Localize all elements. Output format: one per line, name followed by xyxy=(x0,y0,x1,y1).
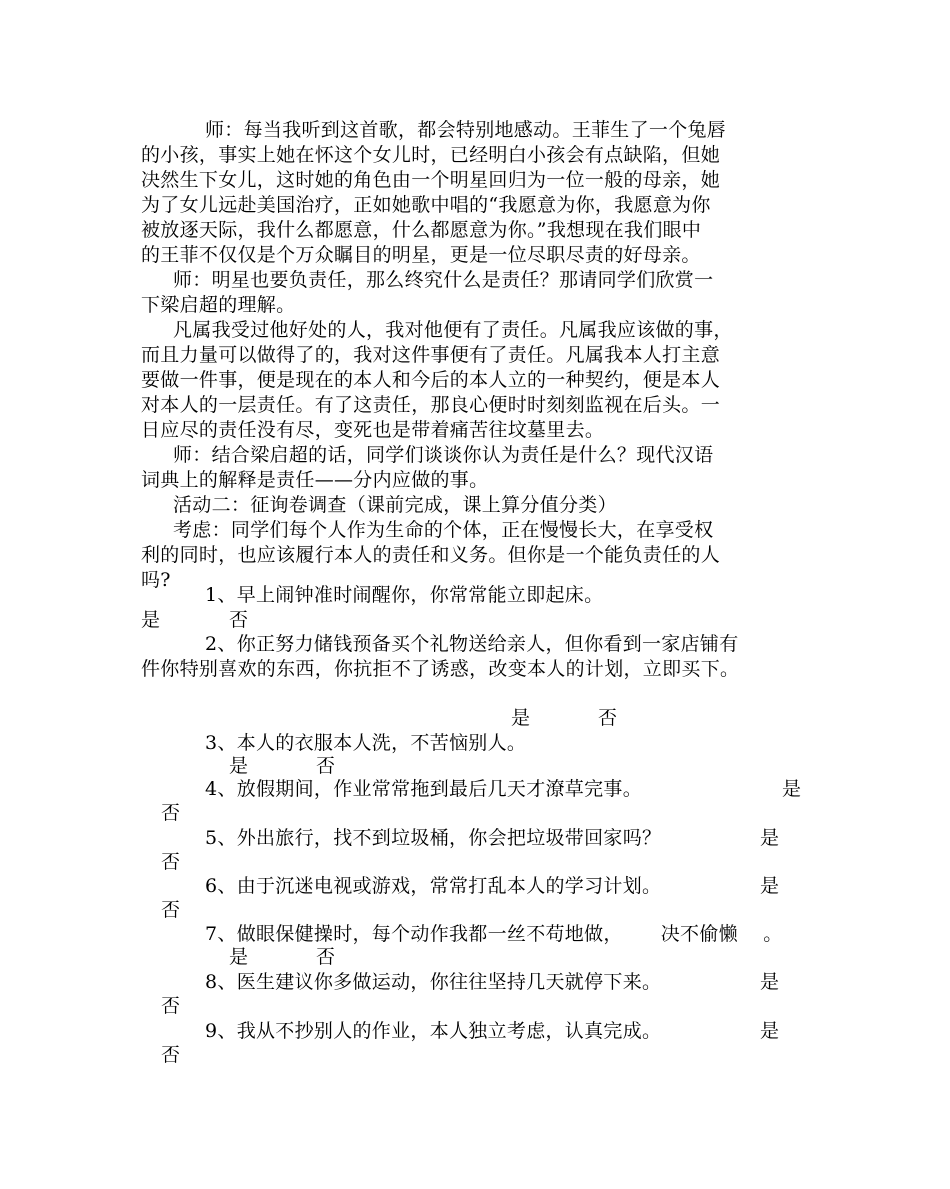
paragraph-line: 师：明星也要负责任，那么终究什么是责任？那请同学们欣赏一 xyxy=(173,269,714,291)
paragraph-line: 决然生下女儿，这时她的角色由一个明星回归为一位一般的母亲，她 xyxy=(141,169,721,191)
question-3: 3、本人的衣服本人洗，不苦恼别人。 xyxy=(205,732,527,754)
paragraph-line: 吗? xyxy=(141,569,171,591)
question-4: 4、放假期间，作业常常拖到最后几天才潦草完事。 xyxy=(205,778,642,800)
option-no[interactable]: 否 xyxy=(229,609,249,631)
option-yes[interactable]: 是 xyxy=(229,946,249,968)
paragraph-line: 被放逐天际，我什么都愿意，什么都愿意为你。”我想现在我们眼中 xyxy=(141,219,702,241)
question-9: 9、我从不抄别人的作业，本人独立考虑，认真完成。 xyxy=(205,1020,662,1042)
paragraph-line: 下梁启超的理解。 xyxy=(141,294,296,316)
option-no[interactable]: 否 xyxy=(316,755,336,777)
paragraph-line: 考虑：同学们每个人作为生命的个体，正在慢慢长大，在享受权 xyxy=(173,519,714,541)
option-no[interactable]: 否 xyxy=(161,851,181,873)
option-no[interactable]: 否 xyxy=(161,995,181,1017)
question-2: 2、你正努力储钱预备买个礼物送给亲人，但你看到一家店铺有 xyxy=(205,633,739,655)
paragraph-line: 日应尽的责任没有尽，变死也是带着痛苦往坟墓里去。 xyxy=(141,419,605,441)
question-2-line-2: 件你特别喜欢的东西，你抗拒不了诱惑，改变本人的计划，立即买下。 xyxy=(141,658,740,680)
option-yes[interactable]: 是 xyxy=(760,971,780,993)
paragraph-line: 对本人的一层责任。有了这责任，那良心便时时刻刻监视在后头。一 xyxy=(141,394,721,416)
option-no[interactable]: 否 xyxy=(598,707,618,729)
option-no[interactable]: 否 xyxy=(161,802,181,824)
option-yes[interactable]: 是 xyxy=(141,609,161,631)
paragraph-line: 利的同时，也应该履行本人的责任和义务。但你是一个能负责任的人 xyxy=(141,544,721,566)
option-no[interactable]: 否 xyxy=(161,899,181,921)
question-5: 5、外出旅行，找不到垃圾桶，你会把垃圾带回家吗？ xyxy=(205,827,662,849)
paragraph-line: 凡属我受过他好处的人，我对他便有了责任。凡属我应该做的事， xyxy=(173,319,733,341)
option-yes[interactable]: 是 xyxy=(511,707,531,729)
paragraph-line: 师：每当我听到这首歌，都会特别地感动。王菲生了一个兔唇 xyxy=(205,119,727,141)
paragraph-line: 的王菲不仅仅是个万众瞩目的明星，更是一位尽职尽责的好母亲。 xyxy=(141,244,701,266)
option-yes[interactable]: 是 xyxy=(760,827,780,849)
option-yes[interactable]: 是 xyxy=(760,875,780,897)
paragraph-line: 师：结合梁启超的话，同学们谈谈你认为责任是什么？现代汉语 xyxy=(173,444,714,466)
question-7: 7、做眼保健操时，每个动作我都一丝不苟地做， 决不偷懒 。 xyxy=(205,923,783,945)
option-yes[interactable]: 是 xyxy=(782,778,802,800)
paragraph-line: 要做一件事，便是现在的本人和今后的本人立的一种契约，便是本人 xyxy=(141,369,721,391)
question-6: 6、由于沉迷电视或游戏，常常打乱本人的学习计划。 xyxy=(205,875,662,897)
option-no[interactable]: 否 xyxy=(161,1044,181,1066)
paragraph-line: 为了女儿远赴美国治疗，正如她歌中唱的“我愿意为你，我愿意为你 xyxy=(141,194,711,216)
option-no[interactable]: 否 xyxy=(316,946,336,968)
question-8: 8、医生建议你多做运动，你往往坚持几天就停下来。 xyxy=(205,971,662,993)
activity-heading: 活动二：征询卷调查（课前完成，课上算分值分类） xyxy=(173,494,617,516)
question-1: 1、早上闹钟准时闹醒你，你常常能立即起床。 xyxy=(205,584,604,606)
paragraph-line: 词典上的解释是责任——分内应做的事。 xyxy=(141,469,489,491)
paragraph-line: 而且力量可以做得了的，我对这件事便有了责任。凡属我本人打主意 xyxy=(141,344,721,366)
option-yes[interactable]: 是 xyxy=(760,1020,780,1042)
option-yes[interactable]: 是 xyxy=(229,755,249,777)
paragraph-line: 的小孩，事实上她在怀这个女儿时，已经明白小孩会有点缺陷，但她 xyxy=(141,144,721,166)
